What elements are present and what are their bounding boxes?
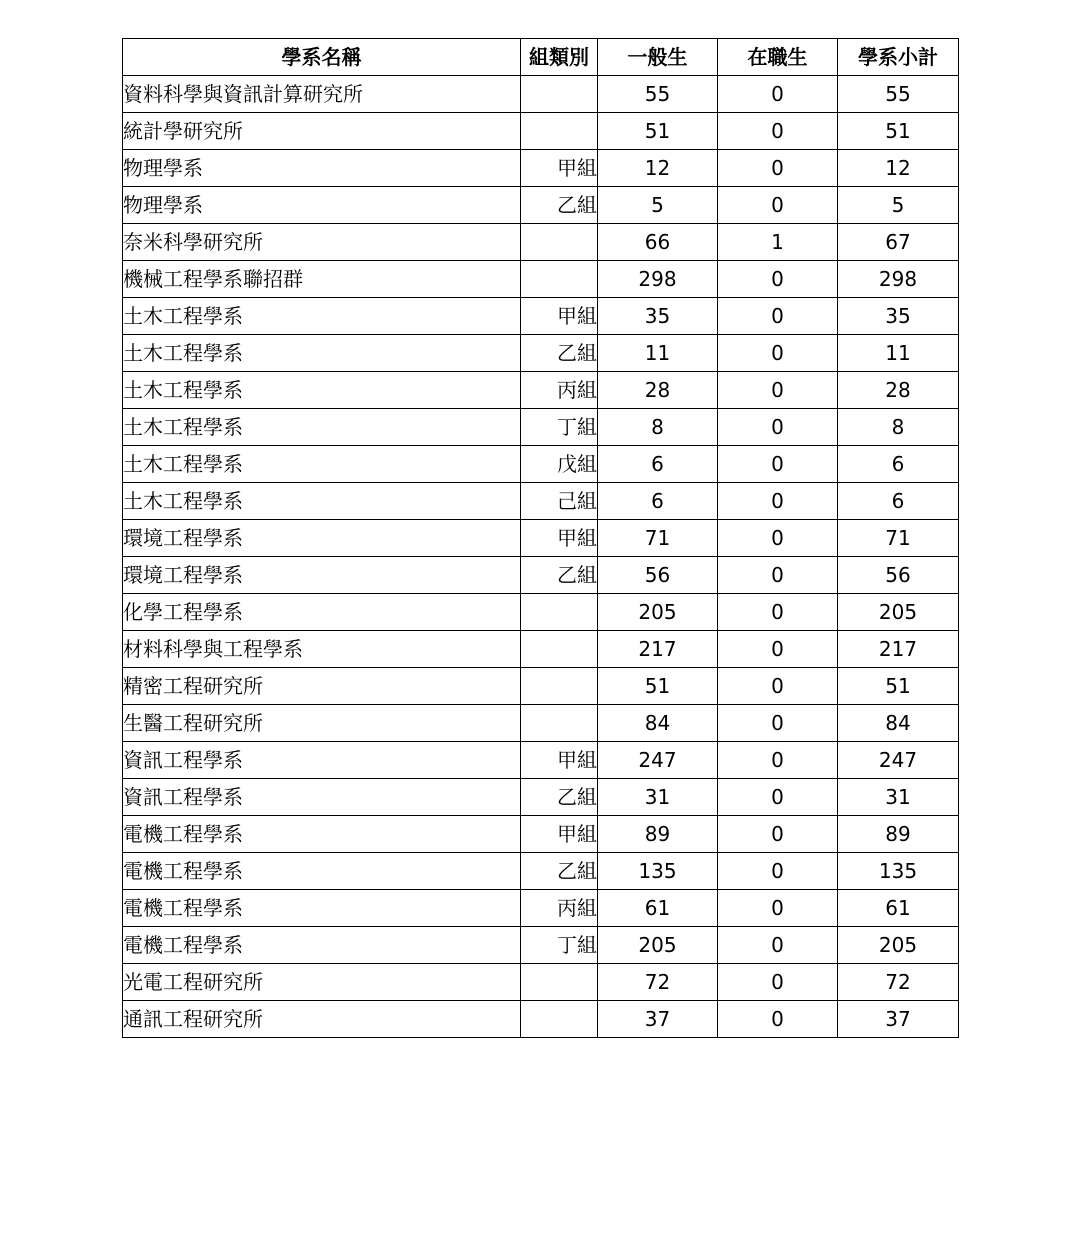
cell-employed: 0 <box>718 779 838 816</box>
cell-dept: 電機工程學系 <box>123 816 521 853</box>
header-row <box>123 39 959 76</box>
cell-dept: 電機工程學系 <box>123 927 521 964</box>
cell-employed: 0 <box>718 964 838 1001</box>
cell-group: 丁組 <box>521 409 598 446</box>
cell-employed: 0 <box>718 187 838 224</box>
cell-subtotal: 6 <box>838 446 959 483</box>
cell-group: 己組 <box>521 483 598 520</box>
cell-employed: 0 <box>718 113 838 150</box>
cell-group <box>521 631 598 668</box>
table-row <box>123 557 959 594</box>
table-row <box>123 964 959 1001</box>
cell-subtotal: 217 <box>838 631 959 668</box>
cell-group: 甲組 <box>521 742 598 779</box>
table-row <box>123 594 959 631</box>
cell-dept: 奈米科學研究所 <box>123 224 521 261</box>
cell-general: 55 <box>598 76 718 113</box>
cell-subtotal: 61 <box>838 890 959 927</box>
header-general: 一般生 <box>598 39 718 76</box>
cell-subtotal: 135 <box>838 853 959 890</box>
cell-general: 205 <box>598 927 718 964</box>
table-row <box>123 483 959 520</box>
cell-employed: 0 <box>718 594 838 631</box>
cell-employed: 0 <box>718 76 838 113</box>
cell-employed: 0 <box>718 150 838 187</box>
cell-general: 298 <box>598 261 718 298</box>
cell-employed: 0 <box>718 372 838 409</box>
cell-group: 乙組 <box>521 557 598 594</box>
cell-general: 247 <box>598 742 718 779</box>
cell-group <box>521 594 598 631</box>
cell-general: 5 <box>598 187 718 224</box>
cell-employed: 0 <box>718 742 838 779</box>
cell-dept: 電機工程學系 <box>123 890 521 927</box>
cell-group <box>521 668 598 705</box>
cell-general: 28 <box>598 372 718 409</box>
cell-employed: 0 <box>718 927 838 964</box>
table-row <box>123 890 959 927</box>
cell-group: 甲組 <box>521 816 598 853</box>
cell-general: 6 <box>598 446 718 483</box>
cell-subtotal: 89 <box>838 816 959 853</box>
table-row <box>123 150 959 187</box>
cell-dept: 環境工程學系 <box>123 520 521 557</box>
table-row <box>123 779 959 816</box>
cell-group <box>521 76 598 113</box>
cell-dept: 統計學研究所 <box>123 113 521 150</box>
cell-dept: 資訊工程學系 <box>123 742 521 779</box>
cell-dept: 土木工程學系 <box>123 446 521 483</box>
table-row <box>123 224 959 261</box>
cell-subtotal: 28 <box>838 372 959 409</box>
cell-subtotal: 205 <box>838 594 959 631</box>
cell-group: 甲組 <box>521 150 598 187</box>
cell-general: 71 <box>598 520 718 557</box>
cell-dept: 材料科學與工程學系 <box>123 631 521 668</box>
cell-subtotal: 51 <box>838 113 959 150</box>
cell-general: 217 <box>598 631 718 668</box>
cell-group: 丙組 <box>521 372 598 409</box>
cell-group <box>521 224 598 261</box>
cell-dept: 資料科學與資訊計算研究所 <box>123 76 521 113</box>
cell-employed: 0 <box>718 261 838 298</box>
cell-subtotal: 298 <box>838 261 959 298</box>
cell-general: 135 <box>598 853 718 890</box>
cell-subtotal: 247 <box>838 742 959 779</box>
cell-general: 61 <box>598 890 718 927</box>
cell-dept: 環境工程學系 <box>123 557 521 594</box>
header-dept: 學系名稱 <box>123 39 521 76</box>
table-row <box>123 742 959 779</box>
cell-employed: 0 <box>718 298 838 335</box>
cell-general: 31 <box>598 779 718 816</box>
cell-general: 6 <box>598 483 718 520</box>
cell-general: 11 <box>598 335 718 372</box>
cell-general: 56 <box>598 557 718 594</box>
table-body <box>123 76 959 1038</box>
cell-employed: 0 <box>718 668 838 705</box>
cell-general: 51 <box>598 113 718 150</box>
cell-group: 乙組 <box>521 853 598 890</box>
cell-group: 甲組 <box>521 520 598 557</box>
cell-employed: 0 <box>718 409 838 446</box>
cell-subtotal: 31 <box>838 779 959 816</box>
cell-group: 乙組 <box>521 779 598 816</box>
cell-subtotal: 71 <box>838 520 959 557</box>
cell-group <box>521 964 598 1001</box>
cell-employed: 0 <box>718 816 838 853</box>
cell-employed: 0 <box>718 631 838 668</box>
cell-general: 37 <box>598 1001 718 1038</box>
table-row <box>123 335 959 372</box>
cell-subtotal: 84 <box>838 705 959 742</box>
cell-group: 乙組 <box>521 187 598 224</box>
cell-general: 72 <box>598 964 718 1001</box>
cell-subtotal: 35 <box>838 298 959 335</box>
cell-subtotal: 12 <box>838 150 959 187</box>
table-row <box>123 927 959 964</box>
cell-employed: 0 <box>718 335 838 372</box>
cell-employed: 1 <box>718 224 838 261</box>
cell-employed: 0 <box>718 483 838 520</box>
cell-dept: 機械工程學系聯招群 <box>123 261 521 298</box>
header-employed: 在職生 <box>718 39 838 76</box>
enrollment-table <box>122 38 959 1038</box>
cell-group: 戊組 <box>521 446 598 483</box>
cell-dept: 土木工程學系 <box>123 372 521 409</box>
table-row <box>123 1001 959 1038</box>
cell-dept: 生醫工程研究所 <box>123 705 521 742</box>
cell-group <box>521 1001 598 1038</box>
cell-employed: 0 <box>718 446 838 483</box>
cell-group <box>521 705 598 742</box>
cell-dept: 化學工程學系 <box>123 594 521 631</box>
cell-dept: 精密工程研究所 <box>123 668 521 705</box>
cell-general: 51 <box>598 668 718 705</box>
cell-group <box>521 113 598 150</box>
table-row <box>123 372 959 409</box>
cell-general: 8 <box>598 409 718 446</box>
table-row <box>123 298 959 335</box>
table-row <box>123 631 959 668</box>
cell-subtotal: 205 <box>838 927 959 964</box>
cell-general: 205 <box>598 594 718 631</box>
cell-subtotal: 56 <box>838 557 959 594</box>
table-row <box>123 113 959 150</box>
table-row <box>123 520 959 557</box>
cell-dept: 通訊工程研究所 <box>123 1001 521 1038</box>
table-row <box>123 187 959 224</box>
cell-dept: 物理學系 <box>123 187 521 224</box>
cell-subtotal: 67 <box>838 224 959 261</box>
cell-subtotal: 37 <box>838 1001 959 1038</box>
cell-employed: 0 <box>718 1001 838 1038</box>
cell-employed: 0 <box>718 557 838 594</box>
table-row <box>123 853 959 890</box>
table-row <box>123 446 959 483</box>
cell-group: 丙組 <box>521 890 598 927</box>
cell-employed: 0 <box>718 890 838 927</box>
table-row <box>123 816 959 853</box>
header-group: 組類別 <box>521 39 598 76</box>
cell-general: 84 <box>598 705 718 742</box>
cell-general: 12 <box>598 150 718 187</box>
table-row <box>123 76 959 113</box>
cell-dept: 土木工程學系 <box>123 409 521 446</box>
table-header <box>123 39 959 76</box>
cell-group: 乙組 <box>521 335 598 372</box>
cell-general: 66 <box>598 224 718 261</box>
cell-subtotal: 6 <box>838 483 959 520</box>
cell-group <box>521 261 598 298</box>
cell-general: 35 <box>598 298 718 335</box>
cell-dept: 物理學系 <box>123 150 521 187</box>
cell-subtotal: 72 <box>838 964 959 1001</box>
cell-dept: 土木工程學系 <box>123 483 521 520</box>
cell-subtotal: 55 <box>838 76 959 113</box>
cell-employed: 0 <box>718 520 838 557</box>
cell-employed: 0 <box>718 705 838 742</box>
cell-dept: 土木工程學系 <box>123 298 521 335</box>
cell-subtotal: 11 <box>838 335 959 372</box>
table-row <box>123 409 959 446</box>
cell-employed: 0 <box>718 853 838 890</box>
cell-group: 甲組 <box>521 298 598 335</box>
header-subtotal: 學系小計 <box>838 39 959 76</box>
cell-subtotal: 5 <box>838 187 959 224</box>
cell-dept: 光電工程研究所 <box>123 964 521 1001</box>
cell-dept: 土木工程學系 <box>123 335 521 372</box>
cell-group: 丁組 <box>521 927 598 964</box>
cell-subtotal: 51 <box>838 668 959 705</box>
table-row <box>123 705 959 742</box>
cell-general: 89 <box>598 816 718 853</box>
cell-dept: 資訊工程學系 <box>123 779 521 816</box>
table-row <box>123 668 959 705</box>
cell-dept: 電機工程學系 <box>123 853 521 890</box>
table-row <box>123 261 959 298</box>
cell-subtotal: 8 <box>838 409 959 446</box>
